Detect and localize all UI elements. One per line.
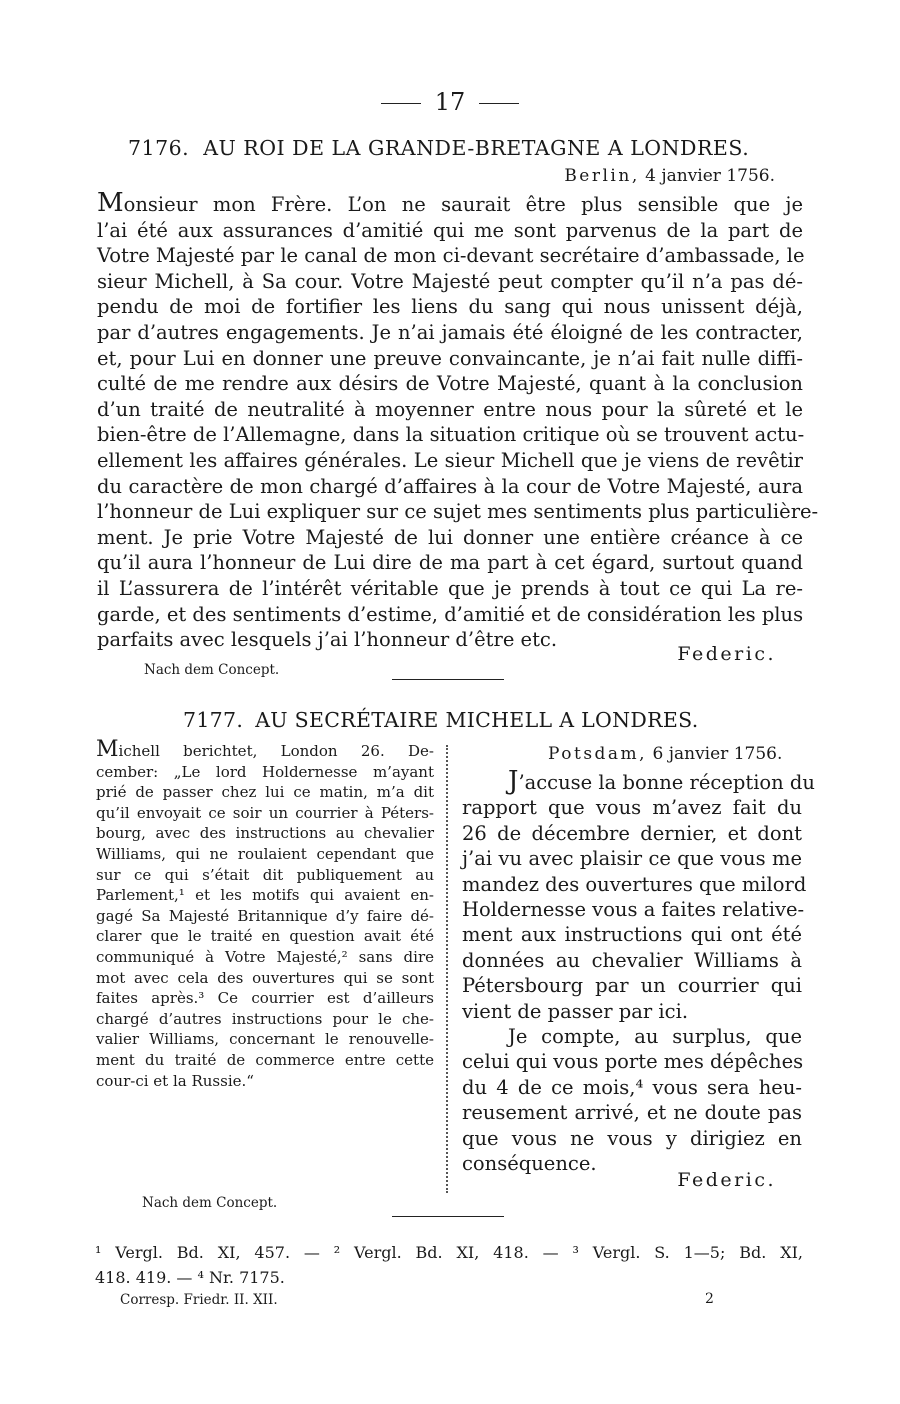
text-line: valier Williams, concernant le renouvelle- (96, 1030, 434, 1049)
line-text: onsieur mon Frère. L’on ne saurait être plus sensible que je (123, 193, 803, 216)
text-line: cember: „Le lord Holdernesse m’ayant (96, 762, 434, 781)
text-line: l’honneur de Lui expliquer sur ce sujet mes sentiments plus particulière- (97, 500, 819, 524)
letter-7177-heading (183, 708, 699, 732)
text-line: du caractère de mon chargé d’affaires à la cour de Votre Majesté, aura (97, 474, 803, 498)
letter-7177-source-note: Nach dem Concept. (142, 1195, 278, 1211)
letter-7176-date: 4 janvier 1756. (645, 166, 775, 186)
text-line: mot avec cela des ouvertures qui se sont (96, 968, 434, 987)
drop-initial: M (96, 737, 119, 762)
page-number (0, 88, 900, 116)
letter-7177-summary (96, 737, 434, 1091)
text-line: Parlement,¹ et les motifs qui avaient en- (96, 886, 434, 905)
footer-sheet-number: 2 (705, 1291, 714, 1307)
text-line: mandez des ouvertures que milord (462, 872, 807, 896)
text-line: pendu de moi de fortifier les liens du sang qui nous unissent déjà, (97, 295, 803, 319)
text-line (97, 188, 803, 218)
section-rule (392, 679, 504, 680)
letter-7176-source-note: Nach dem Concept. (144, 662, 280, 678)
letter-7176-number: 7176. (128, 136, 190, 160)
page-number-dash-right (479, 103, 519, 104)
text-line: garde, et des sentiments d’estime, d’amitié et de considération les plus (97, 602, 804, 626)
text-line: ellement les affaires générales. Le sieur Michell que je viens de revêtir (97, 448, 803, 472)
footer-signature-mark: Corresp. Friedr. II. XII. (120, 1292, 278, 1308)
text-line: il L’assurera de l’intérêt véritable que je prends à tout ce qui La re- (97, 576, 803, 600)
letter-7176-place: Berlin, (564, 166, 640, 186)
text-line: ment. Je prie Votre Majesté de lui donner une entière créance à ce (97, 525, 803, 549)
text-line: clarer que le traité en question avait été (96, 927, 434, 946)
text-line: Holdernesse vous a faites relative- (462, 898, 805, 922)
text-line: sur ce qui s’était dit publiquement au (96, 865, 434, 884)
line-text: ichell berichtet, London 26. De- (118, 742, 434, 760)
footnote-line: ¹ Vergl. Bd. XI, 457. — ² Vergl. Bd. XI, 418. — ³ Vergl. S. 1—5; Bd. XI, (95, 1243, 803, 1262)
page-number-dash-left (381, 103, 421, 104)
letter-7177-signature: Federic. (677, 1169, 776, 1191)
drop-initial: J (508, 766, 519, 796)
text-line: bourg, avec des instructions au chevalier (96, 824, 434, 843)
text-line: communiqué à Votre Majesté,² sans dire (96, 947, 434, 966)
letter-7176-title: AU ROI DE LA GRANDE-BRETAGNE A LONDRES. (203, 136, 750, 160)
text-line: parfaits avec lesquels j’ai l’honneur d’être etc. (97, 628, 558, 652)
text-line: que vous ne vous y dirigiez en (462, 1126, 802, 1150)
text-line: culté de me rendre aux désirs de Votre Majesté, quant à la conclusion (97, 372, 803, 396)
letter-7177-title: AU SECRÉTAIRE MICHELL A LONDRES. (255, 708, 699, 732)
line-text: ’accuse la bonne réception du (518, 771, 815, 794)
text-line: qu’il envoyait ce soir un courrier à Péters- (96, 803, 434, 822)
footnote-line: 418. 419. — ⁴ Nr. 7175. (95, 1268, 285, 1287)
text-line: celui qui vous porte mes dépêches (462, 1050, 804, 1074)
letter-7176-heading (128, 136, 749, 160)
text-line: conséquence. (462, 1152, 597, 1176)
text-line: du 4 de ce mois,⁴ vous sera heu- (462, 1075, 802, 1099)
letter-7176-dateline (564, 166, 775, 186)
letter-7176-signature: Federic. (677, 643, 776, 665)
text-line: Votre Majesté par le canal de mon ci-devant secrétaire d’ambassade, le (97, 244, 805, 268)
text-line: d’un traité de neutralité à moyenner entre nous pour la sûreté et le (97, 397, 803, 421)
text-line: ment aux instructions qui ont été (462, 923, 802, 947)
text-line: l’ai été aux assurances d’amitié qui me sont parvenus de la part de (97, 218, 803, 242)
text-line: prié de passer chez lui ce matin, m’a dit (96, 783, 434, 802)
text-line: par d’autres engagements. Je n’ai jamais été éloigné de les contracter, (97, 320, 803, 344)
text-line: 26 de décembre dernier, et dont (462, 821, 802, 845)
text-line: reusement arrivé, et ne doute pas (462, 1101, 802, 1125)
text-line: bien-être de l’Allemagne, dans la situation critique où se trouvent actu- (97, 423, 805, 447)
text-line: cour-ci et la Russie.“ (96, 1071, 254, 1090)
drop-initial: M (97, 188, 124, 218)
text-line: sieur Michell, à Sa cour. Votre Majesté peut compter qu’il n’a pas dé- (97, 269, 803, 293)
footnotes (95, 1240, 803, 1290)
letter-7176-body (97, 188, 819, 653)
section-rule (392, 1216, 504, 1217)
text-line: chargé d’autres instructions pour le che- (96, 1009, 434, 1028)
text-line: qu’il aura l’honneur de Lui dire de ma part à cet égard, surtout quand (97, 551, 803, 575)
page-number-text: 17 (434, 88, 466, 116)
letter-7177-dateline (548, 744, 782, 764)
text-line: et, pour Lui en donner une preuve convaincante, je n’ai fait nulle diffi- (97, 346, 803, 370)
text-line: Je compte, au surplus, que (508, 1025, 802, 1049)
text-line (462, 766, 815, 796)
text-line (96, 737, 434, 762)
text-line: vient de passer par ici. (462, 999, 689, 1023)
column-divider (446, 745, 448, 1193)
text-line: gagé Sa Majesté Britannique d’y faire dé- (96, 906, 434, 925)
text-line: faites après.³ Ce courrier est d’ailleurs (96, 989, 434, 1008)
letter-7177-place: Potsdam, (548, 744, 648, 764)
text-line: j’ai vu avec plaisir ce que vous me (462, 847, 802, 871)
text-line: ment du traité de commerce entre cette (96, 1050, 434, 1069)
letter-7177-body (462, 766, 815, 1177)
text-line: Pétersbourg par un courrier qui (462, 974, 802, 998)
text-line: données au chevalier Williams à (462, 948, 802, 972)
text-line: rapport que vous m’avez fait du (462, 796, 802, 820)
letter-7177-number: 7177. (183, 708, 244, 732)
text-line: Williams, qui ne roulaient cependant que (96, 844, 434, 863)
letter-7177-date: 6 janvier 1756. (652, 744, 783, 764)
